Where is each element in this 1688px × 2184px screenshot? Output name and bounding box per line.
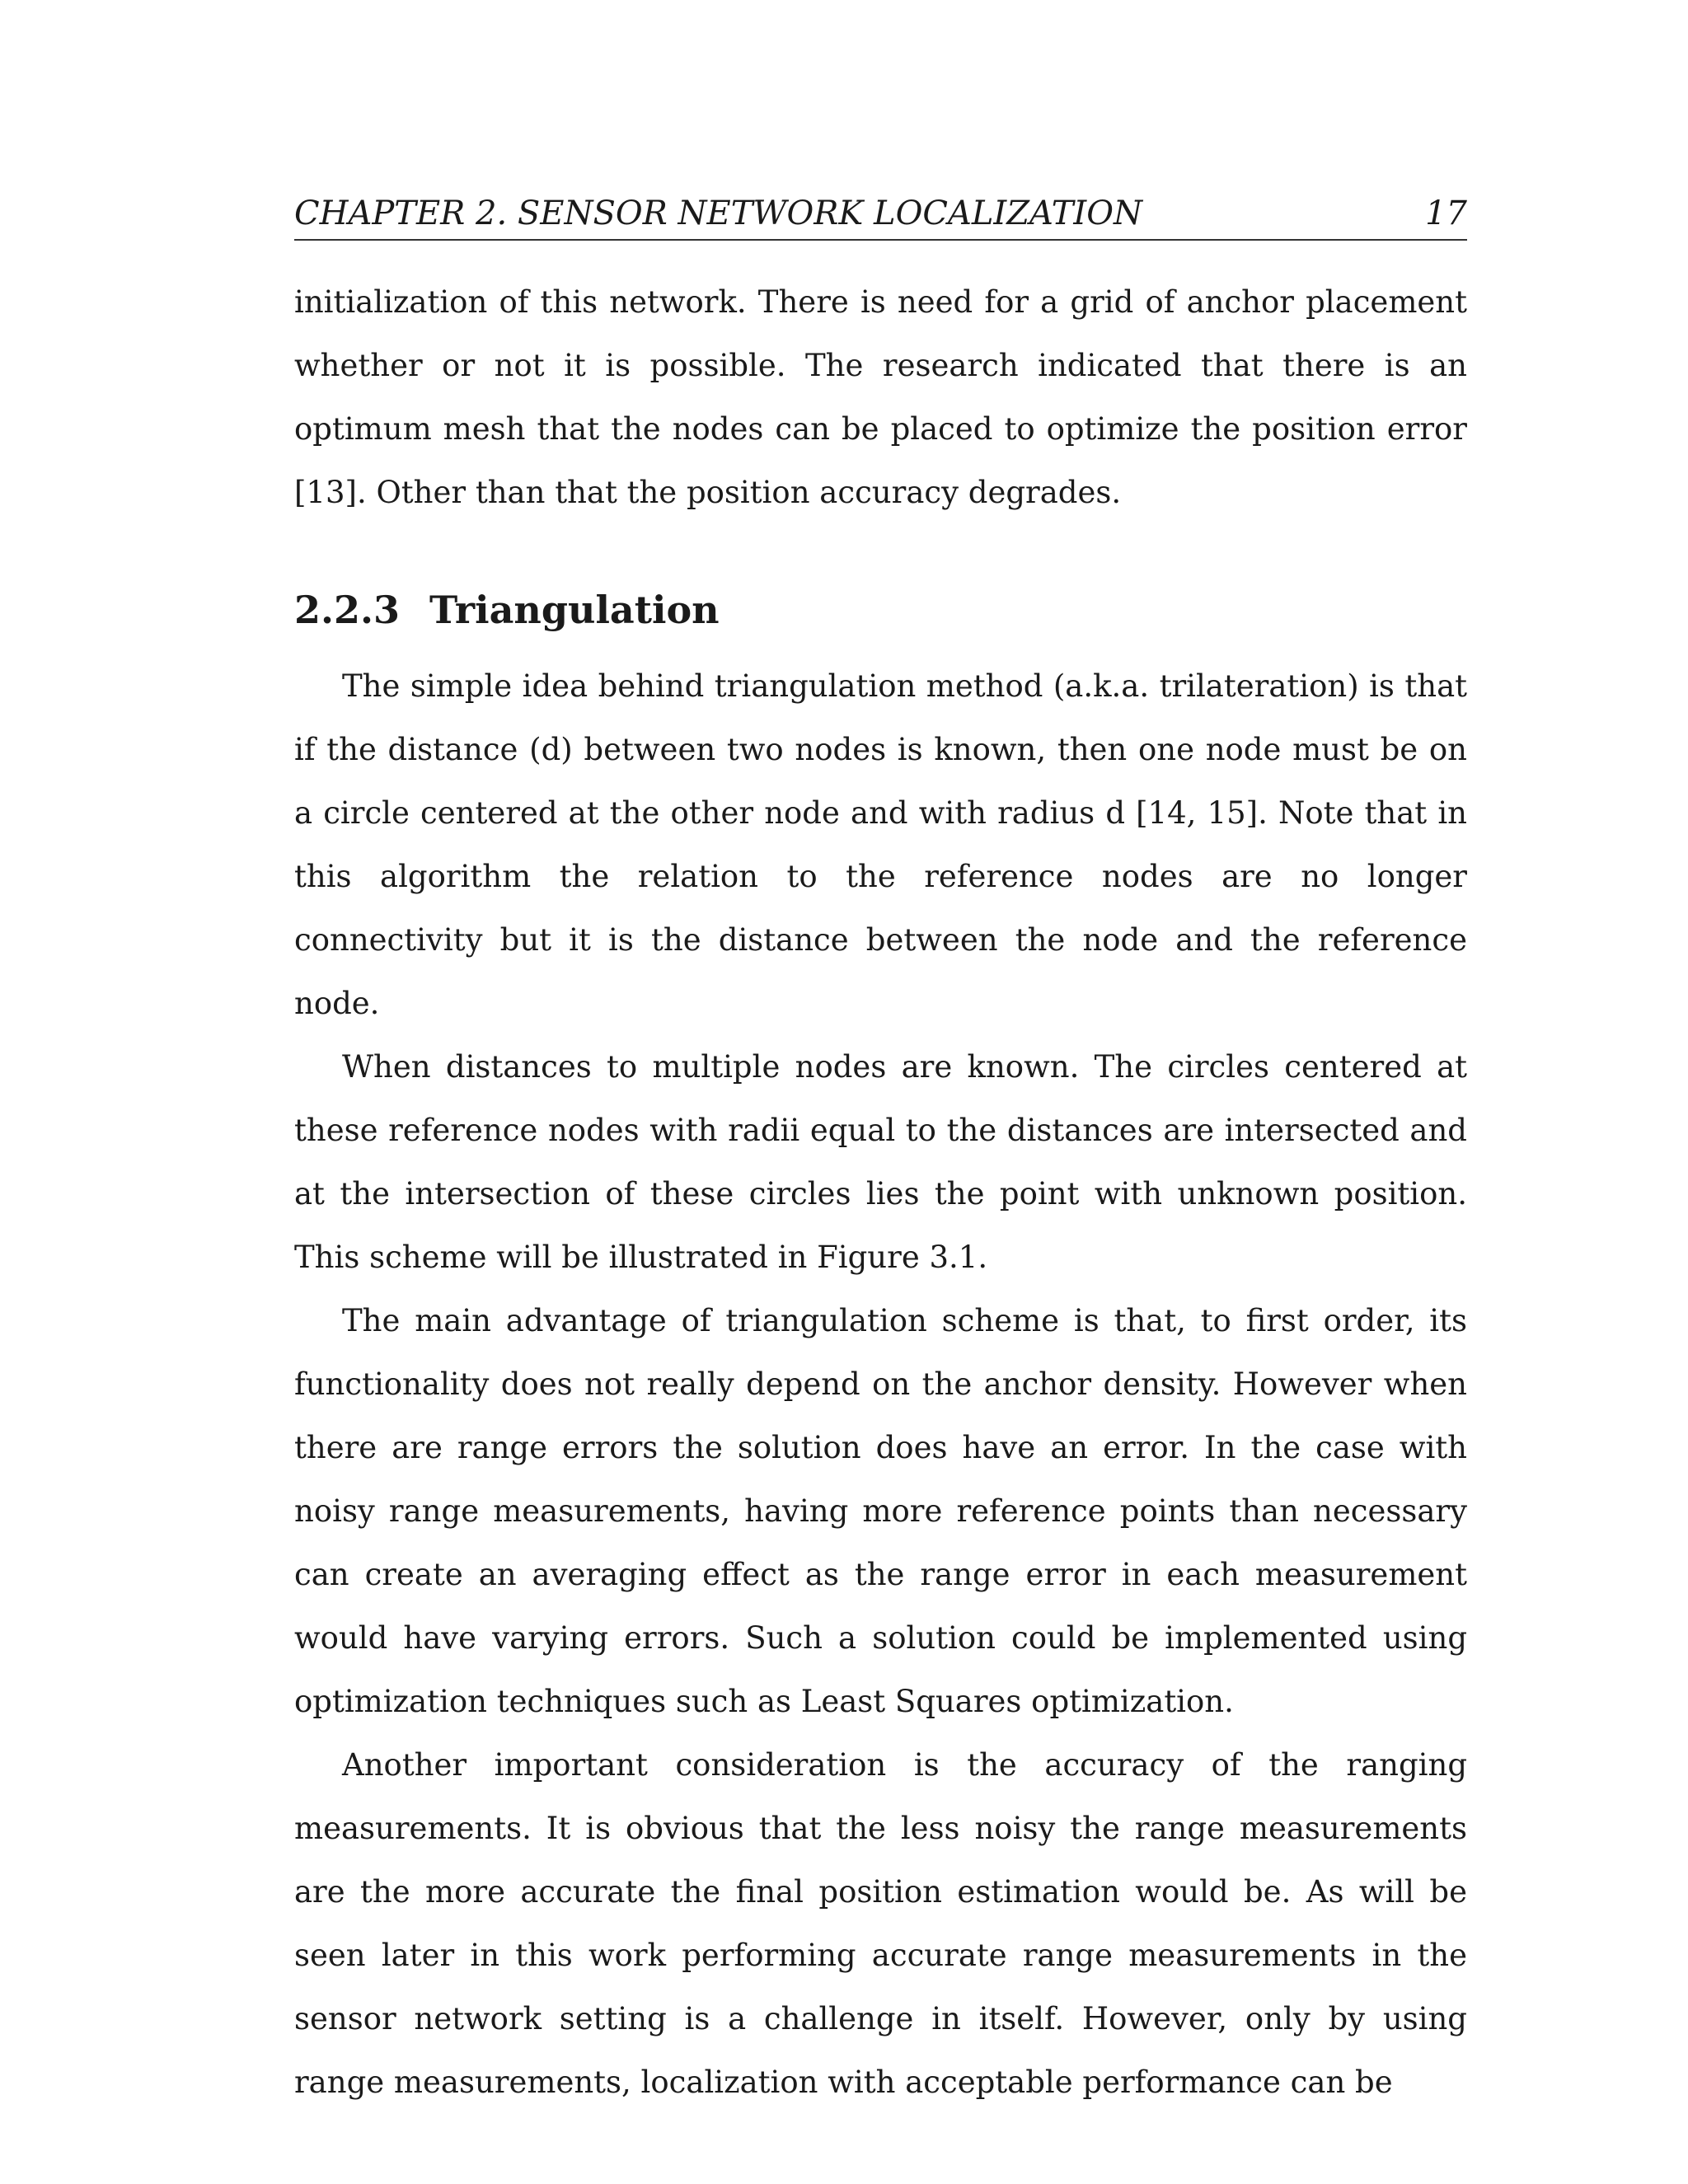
chapter-title: CHAPTER 2. SENSOR NETWORK LOCALIZATION [294,194,1142,232]
running-header [294,190,1467,241]
page-number: 17 [1425,194,1467,232]
section-body [294,654,1467,2114]
page [294,190,1467,2114]
paragraph: Another important consideration is the accuracy of the ranging measurements. It is obvious that the less noisy the range measurements are the more accurate the final position estimation would be. As will be seen later in this work performing accurate range measurements in the sensor network setting is a challenge in itself. However, only by using range measurements, localization with acceptable performance can be [294,1747,1467,2100]
section-title: Triangulation [429,588,720,632]
intro-paragraph: initialization of this network. There is need for a grid of anchor placement whether or not it is possible. The research indicated that there is an optimum mesh that the nodes can be placed to optimize the position error [13]. Other than that the position accuracy degrades. [294,284,1467,510]
section-heading [294,585,1467,635]
paragraph: When distances to multiple nodes are known. The circles centered at these reference nodes with radii equal to the distances are intersected and at the intersection of these circles lies the point with unknown position. This scheme will be illustrated in Figure 3.1. [294,1049,1467,1275]
section-number: 2.2.3 [294,588,401,632]
paragraph: The simple idea behind triangulation method (a.k.a. trilateration) is that if the distance (d) between two nodes is known, then one node must be on a circle centered at the other node and with radius d [14, 15]. Note that in this algorithm the relation to the reference nodes are no longer connectivity but it is the distance between the node and the reference node. [294,668,1467,1021]
body-text [294,270,1467,524]
paragraph: The main advantage of triangulation scheme is that, to first order, its functionality does not really depend on the anchor density. However when there are range errors the solution does have an error. In the case with noisy range measurements, having more reference points than necessary can create an averaging effect as the range error in each measurement would have varying errors. Such a solution could be implemented using optimization techniques such as Least Squares optimization. [294,1303,1467,1719]
